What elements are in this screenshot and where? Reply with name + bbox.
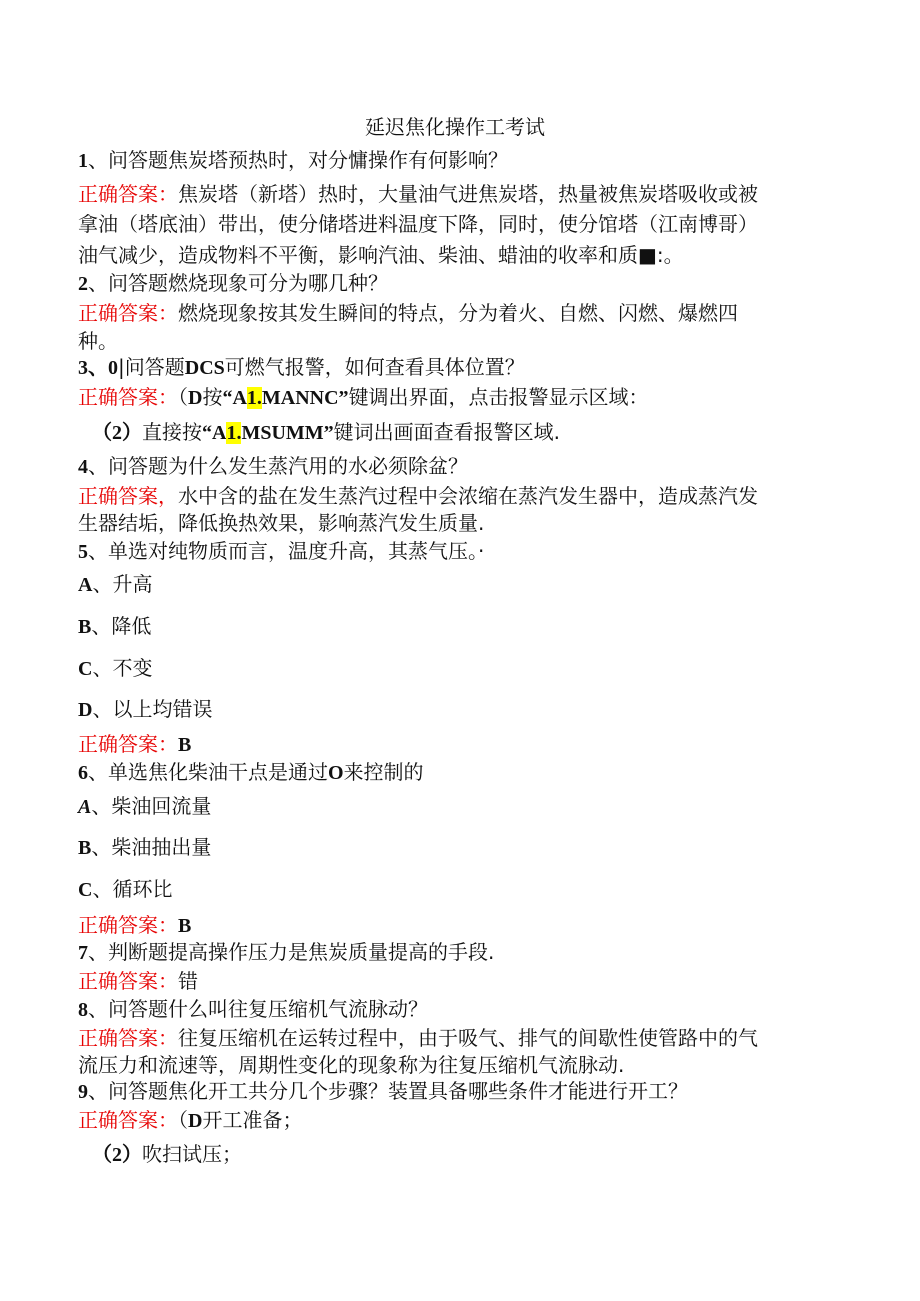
answer-4-line-1 xyxy=(78,482,758,510)
question-text: |问答题 xyxy=(118,355,185,379)
answer-label: 正确答案， xyxy=(78,484,178,508)
paren: （ xyxy=(178,385,188,409)
question-number: 3、0 xyxy=(78,357,118,379)
highlighted-text: 1. xyxy=(246,387,262,409)
answer-text-rest: 键调出界面，点击报警显示区域： xyxy=(348,385,649,409)
question-5 xyxy=(78,537,484,566)
key-code: MSUMM” xyxy=(241,422,334,444)
answer-2-line-1 xyxy=(78,299,738,327)
question-text: 、问答题为什么发生蒸汽用的水必须除盆？ xyxy=(88,454,468,478)
option-letter: D xyxy=(78,699,93,721)
question-2 xyxy=(78,269,388,298)
question-number: 2 xyxy=(78,273,88,295)
answer-label: 正确答案： xyxy=(78,1108,178,1132)
option-c xyxy=(78,875,172,904)
answer-label: 正确答案： xyxy=(78,182,178,206)
answer-text: 按 xyxy=(202,385,223,409)
answer-5 xyxy=(78,730,191,759)
answer-6 xyxy=(78,911,191,940)
answer-text: 往复压缩机在运转过程中，由于吸气、排气的间歇性使管路中的气 xyxy=(178,1026,758,1050)
answer-text: 焦炭塔（新塔）热时，大量油气进焦炭塔，热量被焦炭塔吸收或被 xyxy=(178,182,758,206)
option-a xyxy=(78,570,152,599)
question-9 xyxy=(78,1077,688,1106)
question-text: 、单选焦化柴油干点是通过 xyxy=(88,760,328,784)
question-number: 1 xyxy=(78,150,88,172)
key-code: MANNC” xyxy=(261,387,349,409)
answer-1-line-2: 拿油（塔底油）带出，使分储塔进料温度下降，同时，使分馆塔（江南博哥） xyxy=(78,212,758,236)
option-text: 、不变 xyxy=(92,656,153,680)
question-text: 、问答题什么叫往复压缩机气流脉动？ xyxy=(88,997,428,1021)
answer-1-line-1 xyxy=(78,180,758,208)
answer-4-line-2: 生器结垢，降低换热效果，影响蒸汽发生质量. xyxy=(78,511,485,535)
question-text: 、问答题焦炭塔预热时，对分慵操作有何影响？ xyxy=(88,148,508,172)
option-c xyxy=(78,654,152,683)
question-number: 7 xyxy=(78,942,88,964)
answer-text: 吹扫试压； xyxy=(142,1142,242,1166)
question-4 xyxy=(78,452,468,481)
answer-7 xyxy=(78,967,198,995)
option-a xyxy=(78,792,211,821)
answer-text-rest: 键词出画面查看报警区域. xyxy=(333,420,561,444)
answer-value: B xyxy=(178,734,192,756)
answer-text: 直接按 xyxy=(142,420,202,444)
question-6 xyxy=(78,758,424,787)
question-text-rest: 可燃气报警，如何查看具体位置？ xyxy=(224,355,525,379)
answer-text: 水中含的盐在发生蒸汽过程中会浓缩在蒸汽发生器中，造成蒸汽发 xyxy=(178,484,758,508)
question-text: 、判断题提高操作压力是焦炭质量提高的手段. xyxy=(88,940,495,964)
option-letter: A xyxy=(78,574,93,596)
question-number: 4 xyxy=(78,456,88,478)
answer-label: 正确答案： xyxy=(78,732,178,756)
option-text: 、降低 xyxy=(91,614,152,638)
step-marker: D xyxy=(188,1110,203,1132)
question-3 xyxy=(78,353,525,382)
question-number: 5 xyxy=(78,541,88,563)
answer-9-line-2 xyxy=(92,1140,242,1169)
answer-label: 正确答案： xyxy=(78,913,178,937)
answer-8-line-2: 流压力和流速等，周期性变化的现象称为往复压缩机气流脉动. xyxy=(78,1053,625,1077)
answer-9-line-1 xyxy=(78,1106,302,1135)
key-code-prefix: “A xyxy=(202,422,227,444)
option-b xyxy=(78,612,151,641)
question-1 xyxy=(78,146,508,175)
document-title: 延迟焦化操作工考试 xyxy=(365,115,545,139)
question-number: 6 xyxy=(78,762,88,784)
question-text-dcs: DCS xyxy=(184,357,225,379)
step-marker: （2） xyxy=(92,422,142,444)
answer-3-line-2 xyxy=(92,418,560,447)
highlighted-text: 1. xyxy=(226,422,242,444)
option-letter: B xyxy=(78,616,92,638)
key-code-prefix: “A xyxy=(222,387,247,409)
question-number: 9 xyxy=(78,1081,88,1103)
question-blank: O xyxy=(328,762,344,784)
option-text: 、升高 xyxy=(92,572,153,596)
question-7 xyxy=(78,938,494,967)
answer-8-line-1 xyxy=(78,1024,758,1052)
paren: （ xyxy=(178,1108,188,1132)
answer-text: 燃烧现象按其发生瞬间的特点，分为着火、自燃、闪燃、爆燃四 xyxy=(178,301,738,325)
option-text: 、柴油抽出量 xyxy=(91,835,212,859)
option-letter: B xyxy=(78,837,92,859)
answer-2-line-2: 种。 xyxy=(78,329,118,353)
answer-1-line-3: 油气减少，造成物料不平衡，影响汽油、柴油、蜡油的收率和质■:。 xyxy=(78,243,684,267)
option-text: 、循环比 xyxy=(92,877,173,901)
answer-3-line-1 xyxy=(78,383,649,412)
question-text-rest: 来控制的 xyxy=(343,760,424,784)
step-marker: （2） xyxy=(92,1144,142,1166)
question-number: 8 xyxy=(78,999,88,1021)
question-text: 、问答题焦化开工共分几个步骤？装置具备哪些条件才能进行开工？ xyxy=(88,1079,688,1103)
answer-value: B xyxy=(178,915,192,937)
question-text: 、问答题燃烧现象可分为哪几种？ xyxy=(88,271,388,295)
answer-label: 正确答案： xyxy=(78,301,178,325)
answer-value: 错 xyxy=(178,969,198,993)
option-letter: C xyxy=(78,658,93,680)
answer-label: 正确答案： xyxy=(78,385,178,409)
answer-label: 正确答案： xyxy=(78,1026,178,1050)
option-b xyxy=(78,833,211,862)
option-text: 、柴油回流量 xyxy=(91,794,212,818)
step-marker: D xyxy=(188,387,203,409)
answer-label: 正确答案： xyxy=(78,969,178,993)
option-letter: C xyxy=(78,879,93,901)
question-8 xyxy=(78,995,428,1024)
option-letter: A xyxy=(78,796,92,818)
answer-text: 开工准备； xyxy=(202,1108,303,1132)
question-text: 、单选对纯物质而言，温度升高，其蒸气压。· xyxy=(88,539,485,563)
option-d xyxy=(78,695,212,724)
option-text: 、以上均错误 xyxy=(92,697,213,721)
